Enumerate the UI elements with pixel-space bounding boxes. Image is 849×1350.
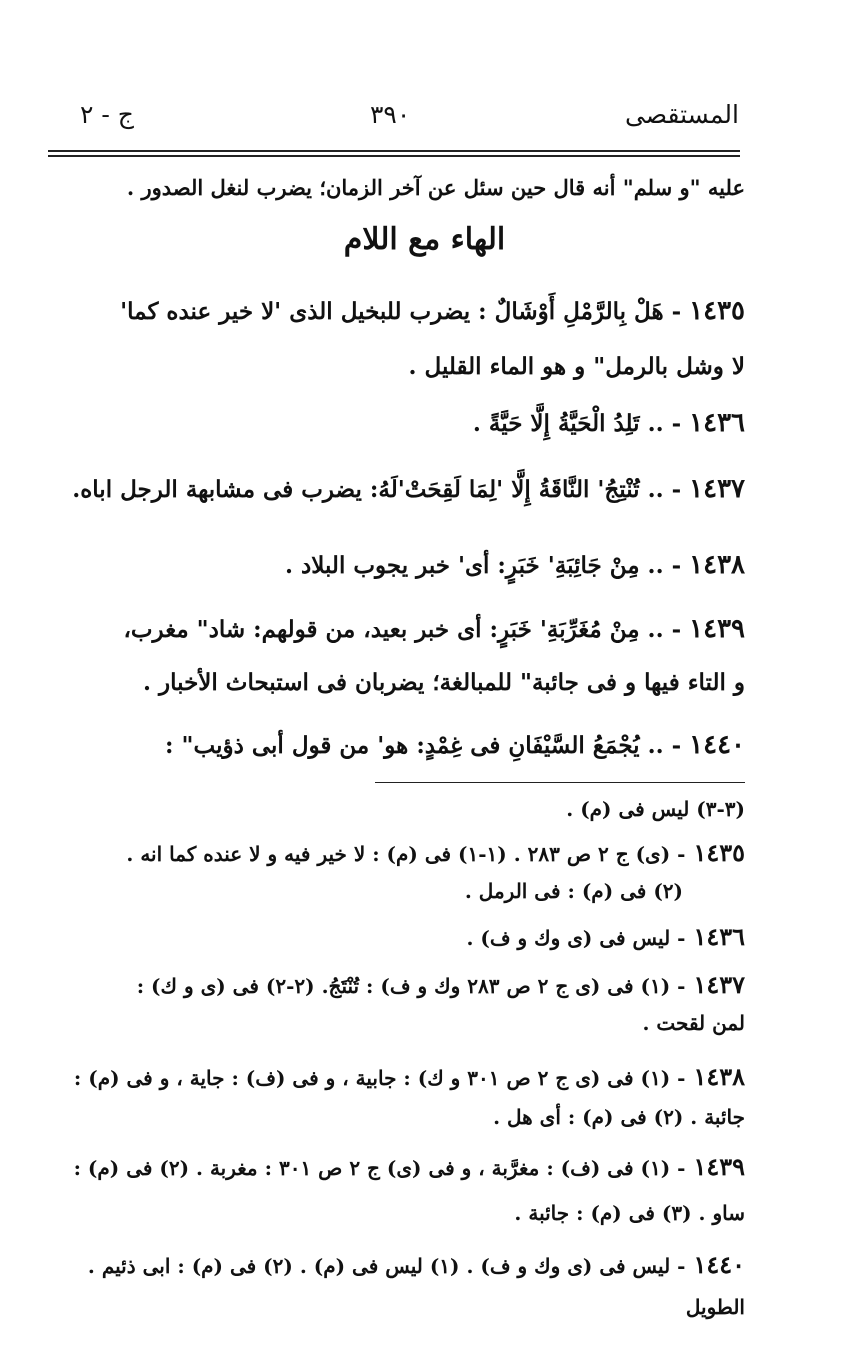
footnote-text: - ليس فى (ى وك و ف) . (١) ليس فى (م) . (٢) فى (م) : ابى ذئيم . [87,1254,686,1278]
footnote-text: - (١) فى (ى ج ٢ ص ٢٨٣ وك و ف) : تُنْتَجُ. (٢-٢) فى (ى و ك) : [136,974,686,998]
entry-number: ١٤٣٥ [689,296,745,326]
entry-text: - .. تَلِدُ الْحَيَّةُ إِلَّا حَيَّةً . [472,410,682,437]
entry-1435-line-2: لا وشل بالرمل" و هو الماء القليل . [408,353,745,380]
entry-text: - .. مِنْ مُغَرِّبَةِ' خَبَرٍ: أى خبر بعيد، من قولهم: شاد" مغرب، [123,616,682,643]
footnote-text: - (١) فى (ى ج ٢ ص ٣٠١ و ك) : جابية ، و فى (ف) : جاية ، و فى (م) : [73,1066,686,1090]
entry-text: - هَلْ بِالرَّمْلِ أَوْشَالٌ : يضرب للبخيل الذى 'لا خير عنده كما' [120,298,682,325]
entry-1438-line-1 [40,542,745,588]
header-rule-bottom [48,155,740,157]
footnote-number: ١٤٣٧ [693,970,745,999]
entry-number: ١٤٣٩ [689,614,745,644]
footnote-number: ١٤٣٩ [693,1152,745,1181]
entry-text: - .. مِنْ جَائِبَةِ' خَبَرٍ: أى' خبر يجوب البلاد . [285,552,682,579]
footnote-number: ١٤٣٨ [693,1062,745,1091]
volume-label: ج - ٢ [80,100,134,129]
footnote-1435-line-1 [40,834,745,872]
header-rule-top [48,150,740,152]
footnote-line: (٣-٣) ليس فى (م) . [566,797,745,821]
footnote-number: ١٤٣٦ [693,922,745,951]
entry-1436-line-1 [40,400,745,446]
entry-1439-line-2: و التاء فيها و فى جائبة" للمبالغة؛ يضربان فى استبحاث الأخبار . [143,669,745,696]
footnote-text: - (١) فى (ف) : مغرَّبة ، و فى (ى) ج ٢ ص ٣٠١ : مغربة . (٢) فى (م) : [73,1156,686,1180]
entry-text: - .. يُجْمَعُ السَّيْفَانِ فى غِمْدٍ: هو' من قول أبى ذؤيب" : [165,732,682,759]
footnote-text: - ليس فى (ى وك و ف) . [466,926,686,950]
entry-number: ١٤٣٦ [689,408,745,438]
footnote-number: ١٤٤٠ [693,1250,745,1279]
entry-number: ١٤٣٨ [689,550,745,580]
continuation-line: عليه "و سلم" أنه قال حين سئل عن آخر الزمان؛ يضرب لنغل الصدور . [126,175,745,200]
footnote-1440-line-2: الطويل [685,1295,745,1319]
footnote-1437-line-1 [40,966,745,1004]
entry-text: - .. تُنْتِجُ' النَّاقَةُ إِلَّا 'لِمَا لَقِحَتْ'لَهُ: يضرب فى مشابهة الرجل اباه. [72,476,682,503]
footnote-1436-line-1 [40,918,745,956]
entry-number: ١٤٣٧ [689,474,745,504]
footnote-1438-line-1 [40,1058,745,1096]
entry-number: ١٤٤٠ [689,730,745,760]
footnote-1439-line-1 [40,1148,745,1186]
footnote-number: ١٤٣٥ [693,838,745,867]
page-number: ٣٩٠ [370,100,411,129]
footnote-1440-line-1 [40,1246,745,1284]
footnote-rule [375,782,745,783]
footnote-1439-line-2: ساو . (٣) فى (م) : جائبة . [514,1201,745,1225]
entry-1439-line-1 [40,606,745,652]
entry-1435-line-1 [40,288,745,334]
footnote-1437-line-2: لمن لقحت . [642,1011,745,1035]
footnote-1438-line-2: جائبة . (٢) فى (م) : أى هل . [493,1105,745,1129]
running-title: المستقصى [624,100,739,129]
entry-1440-line-1 [40,722,745,768]
footnote-text: - (ى) ج ٢ ص ٢٨٣ . (١-١) فى (م) : لا خير فيه و لا عنده كما انه . [126,842,686,866]
section-heading: الهاء مع اللام [343,222,506,257]
footnote-1435-line-2: (٢) فى (م) : فى الرمل . [464,879,683,903]
entry-1437-line-1 [40,466,745,512]
